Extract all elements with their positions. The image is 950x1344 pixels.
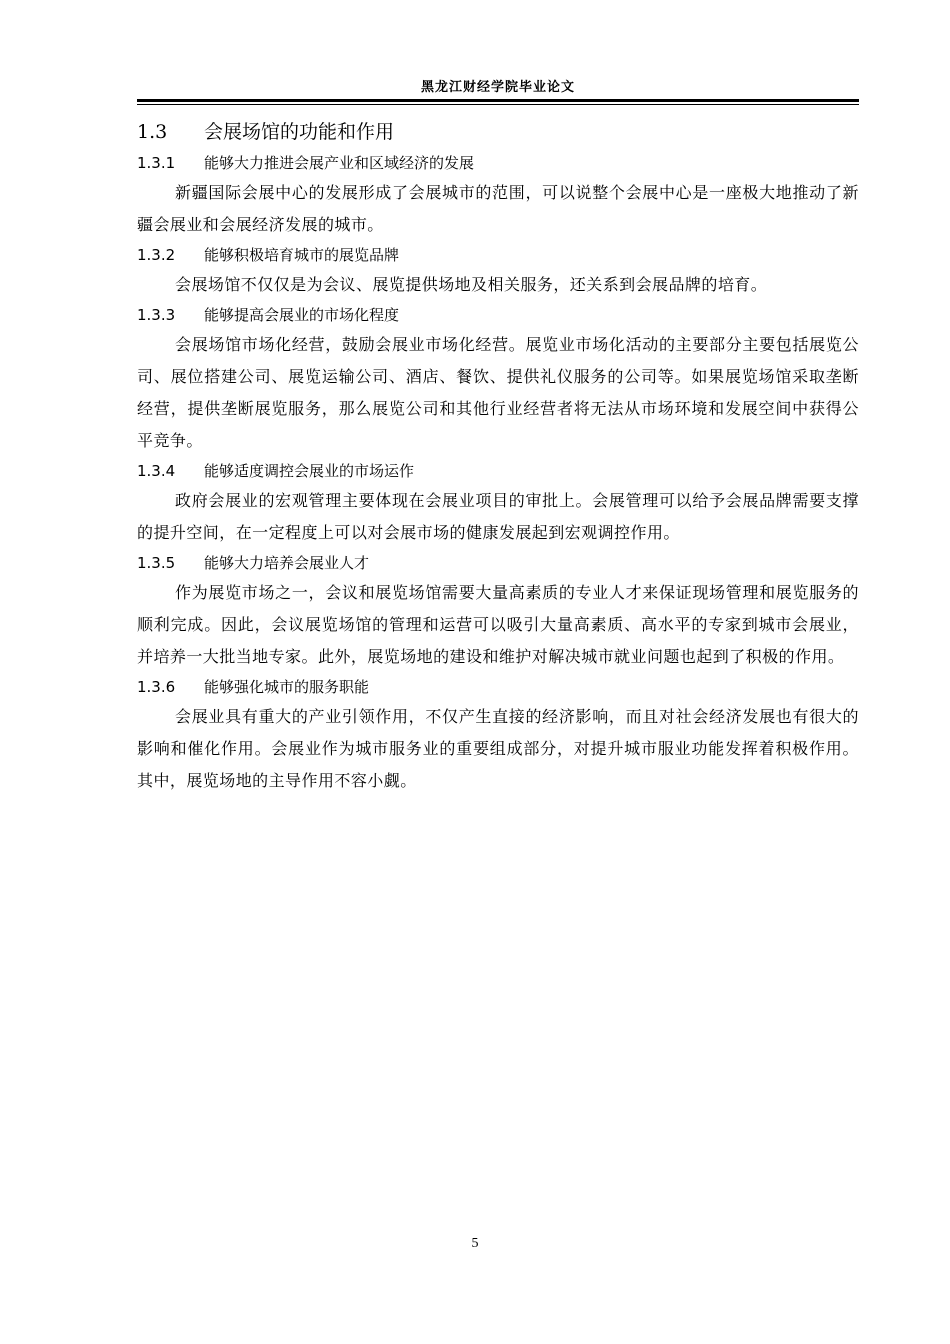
section-heading (137, 117, 859, 147)
subsection-title: 能够提高会展业的市场化程度 (204, 306, 400, 324)
page-number: 5 (471, 1236, 479, 1251)
header-rule-thin (137, 104, 859, 105)
subsection-heading-1 (137, 149, 859, 177)
page-header-title: 黑龙江财经学院毕业论文 (420, 80, 575, 95)
subsection-number: 1.3.2 (137, 246, 176, 264)
subsection-heading-6 (137, 673, 859, 701)
paragraph: 政府会展业的宏观管理主要体现在会展业项目的审批上。会展管理可以给予会展品牌需要支撑的提升空间，在一定程度上可以对会展市场的健康发展起到宏观调控作用。 (137, 491, 859, 542)
subsection-number: 1.3.5 (137, 554, 176, 572)
paragraph: 会展业具有重大的产业引领作用，不仅产生直接的经济影响，而且对社会经济发展也有很大的影响和催化作用。会展业作为城市服务业的重要组成部分，对提升城市服业功能发挥着积极作用。其中，展览场地的主导作用不容小觑。 (137, 707, 859, 790)
subsection-number: 1.3.1 (137, 154, 176, 172)
subsection-title: 能够积极培育城市的展览品牌 (204, 246, 400, 264)
subsection-title: 能够大力培养会展业人才 (204, 554, 370, 572)
subsection-number: 1.3.4 (137, 462, 176, 480)
paragraph: 会展场馆市场化经营，鼓励会展业市场化经营。展览业市场化活动的主要部分主要包括展览公司、展位搭建公司、展览运输公司、酒店、餐饮、提供礼仪服务的公司等。如果展览场馆采取垄断经营，提供垄断展览服务，那么展览公司和其他行业经营者将无法从市场环境和发展空间中获得公平竞争。 (137, 335, 859, 450)
header-rule-thick (137, 99, 859, 102)
subsection-number: 1.3.3 (137, 306, 176, 324)
subsection-number: 1.3.6 (137, 678, 176, 696)
subsection-heading-5 (137, 549, 859, 577)
subsection-heading-2 (137, 241, 859, 269)
paragraph: 作为展览市场之一，会议和展览场馆需要大量高素质的专业人才来保证现场管理和展览服务的顺利完成。因此，会议展览场馆的管理和运营可以吸引大量高素质、高水平的专家到城市会展业，并培养一大批当地专家。此外，展览场地的建设和维护对解决城市就业问题也起到了积极的作用。 (137, 583, 859, 666)
section-number: 1.3 (137, 121, 168, 143)
paragraph: 新疆国际会展中心的发展形成了会展城市的范围，可以说整个会展中心是一座极大地推动了新疆会展业和会展经济发展的城市。 (137, 183, 859, 234)
subsection-title: 能够大力推进会展产业和区域经济的发展 (204, 154, 475, 172)
subsection-title: 能够强化城市的服务职能 (204, 678, 370, 696)
subsection-title: 能够适度调控会展业的市场运作 (204, 462, 415, 480)
paragraph: 会展场馆不仅仅是为会议、展览提供场地及相关服务，还关系到会展品牌的培育。 (175, 275, 768, 294)
subsection-heading-4 (137, 457, 859, 485)
document-body (137, 117, 859, 797)
section-title: 会展场馆的功能和作用 (204, 121, 395, 143)
subsection-heading-3 (137, 301, 859, 329)
